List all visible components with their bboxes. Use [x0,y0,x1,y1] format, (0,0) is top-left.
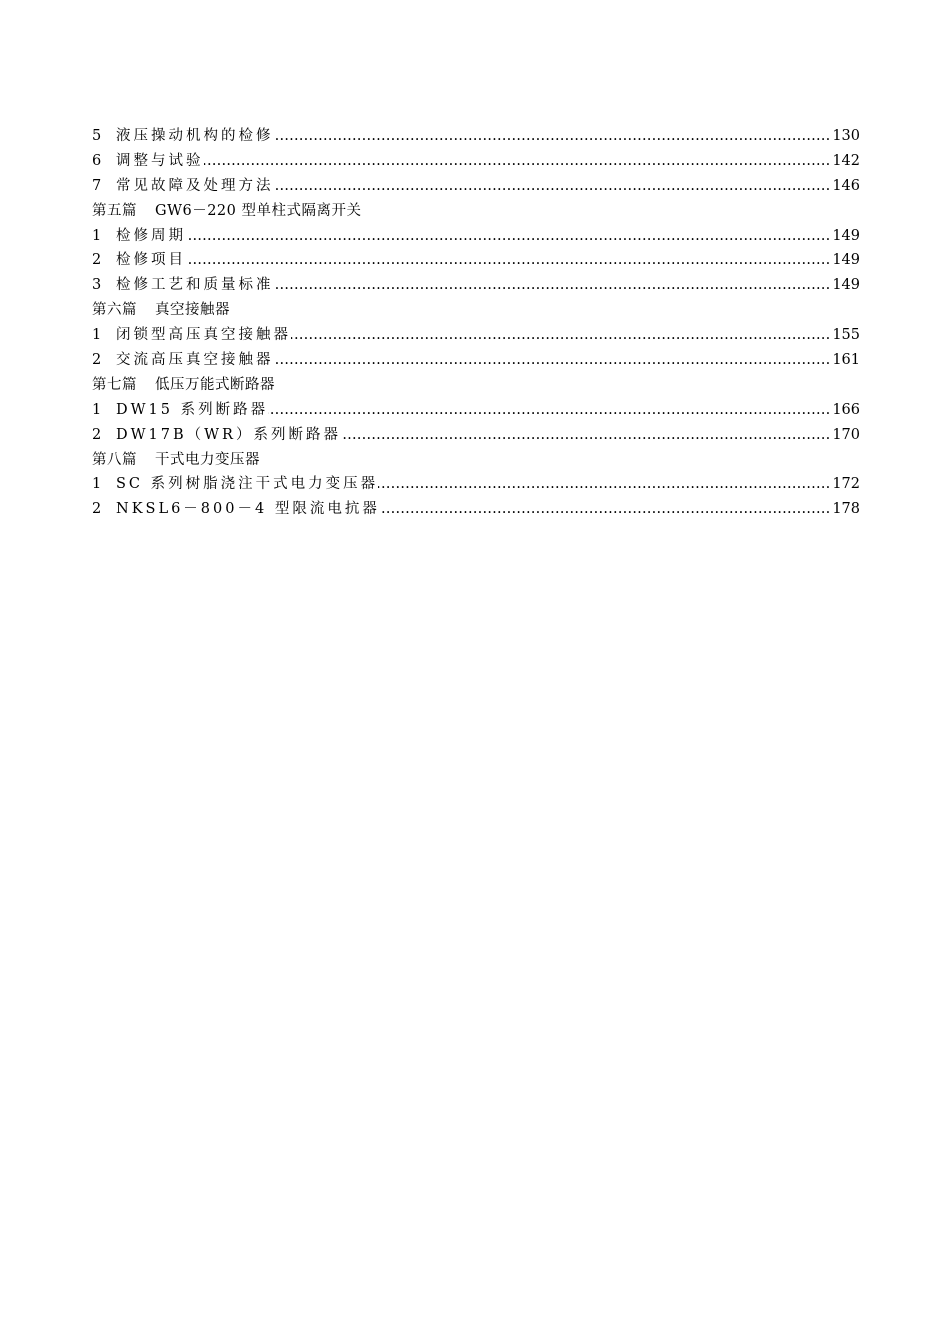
entry-title: DW17B（WR）系列断路器 [116,426,341,443]
toc-part-heading [92,298,860,323]
dot-leader [274,124,831,149]
dot-leader [204,149,831,174]
entry-number: 1 [92,327,102,344]
toc-entry[interactable] [92,174,860,199]
entry-title: 检修周期 [116,227,186,244]
entry-title: 交流高压真空接触器 [116,352,274,369]
entry-number: 7 [92,177,102,194]
part-title: 低压万能式断路器 [155,376,275,393]
table-of-contents [92,124,860,522]
entry-title: 检修工艺和质量标准 [116,277,274,294]
entry-page-number: 146 [832,177,860,194]
entry-number: 2 [92,426,102,443]
dot-leader [380,497,830,522]
dot-leader [274,174,831,199]
toc-entry[interactable] [92,497,860,522]
entry-title: DW15 系列断路器 [116,401,269,418]
entry-number: 2 [92,352,102,369]
entry-title: 调整与试验 [116,152,204,169]
entry-number: 2 [92,252,102,269]
entry-page-number: 142 [832,152,860,169]
toc-entry[interactable] [92,348,860,373]
dot-leader [291,323,830,348]
toc-entry[interactable] [92,149,860,174]
part-title: GW6－220 型单柱式隔离开关 [155,202,362,219]
entry-number: 2 [92,501,102,518]
dot-leader [268,398,830,423]
dot-leader [186,224,830,249]
entry-number: 6 [92,152,102,169]
toc-part-heading [92,448,860,473]
dot-leader [341,423,830,448]
toc-entry[interactable] [92,273,860,298]
entry-title: 液压操动机构的检修 [116,128,274,144]
entry-page-number: 172 [832,476,860,493]
entry-page-number: 166 [832,401,860,418]
dot-leader [274,348,831,373]
entry-page-number: 149 [832,252,860,269]
entry-title: 闭锁型高压真空接触器 [116,327,291,344]
entry-page-number: 170 [832,426,860,443]
entry-title: SC 系列树脂浇注干式电力变压器 [116,476,379,493]
part-label: 第五篇 [92,202,137,219]
toc-entry[interactable] [92,224,860,249]
entry-number: 1 [92,476,102,493]
part-label: 第八篇 [92,451,137,468]
entry-page-number: 178 [832,501,860,518]
entry-page-number: 161 [832,352,860,369]
toc-part-heading [92,199,860,224]
toc-entry[interactable] [92,323,860,348]
entry-number: 3 [92,277,102,294]
entry-title: 常见故障及处理方法 [116,177,274,194]
entry-page-number: 155 [832,327,860,344]
part-title: 干式电力变压器 [155,451,260,468]
toc-part-heading [92,373,860,398]
dot-leader [186,248,830,273]
entry-number: 1 [92,401,102,418]
toc-entry[interactable] [92,472,860,497]
toc-entry[interactable] [92,124,860,149]
entry-page-number: 149 [832,277,860,294]
toc-entry[interactable] [92,423,860,448]
entry-page-number: 130 [832,128,860,144]
entry-number: 1 [92,227,102,244]
part-label: 第七篇 [92,376,137,393]
dot-leader [378,472,830,497]
part-label: 第六篇 [92,302,137,319]
entry-number: 5 [92,128,102,144]
toc-entry[interactable] [92,248,860,273]
entry-title: 检修项目 [116,252,186,269]
entry-title: NKSL6－800－4 型限流电抗器 [116,501,380,518]
toc-entry[interactable] [92,398,860,423]
part-title: 真空接触器 [155,302,230,319]
dot-leader [274,273,831,298]
entry-page-number: 149 [832,227,860,244]
